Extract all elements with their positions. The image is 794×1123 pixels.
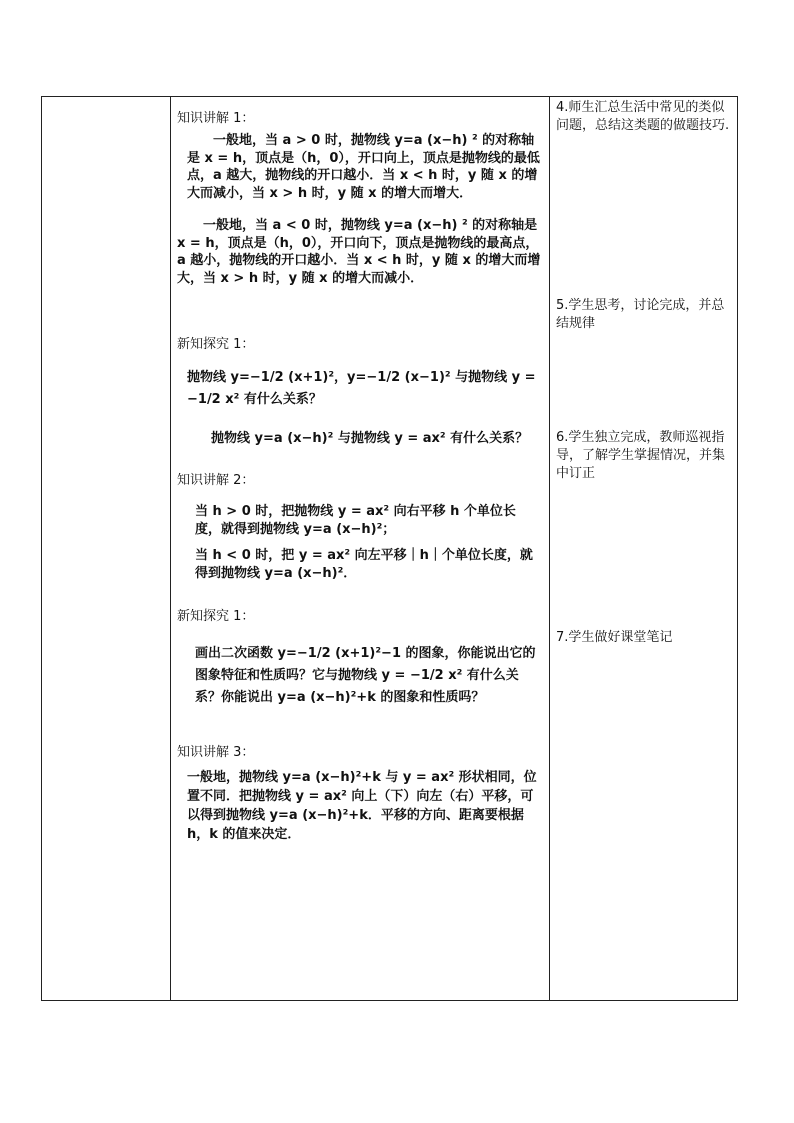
- p4-text: 当 h < 0 时，把 y = ax² 向左平移｜h｜个单位长度，就得到抛物线 y=a (x−h)²．: [195, 548, 533, 581]
- knowledge-3-paragraph: [187, 768, 541, 844]
- student-activity-column: [550, 97, 737, 1000]
- lesson-table: [41, 96, 738, 1001]
- knowledge-2-paragraph-2: [195, 547, 541, 583]
- p1-text: 一般地，当 a > 0 时，抛物线 y=a (x−h) ² 的对称轴是 x = h，顶点是（h，0），开口向上，顶点是抛物线的最低点，a 越大，抛物线的开口越小．当 x < h 时，y 随 x 的增大而减小，当 x > h 时，y 随 x 的增大而增大．: [187, 133, 540, 201]
- knowledge-1-paragraph-2: [177, 217, 541, 287]
- section-heading-explore-1b: 新知探究 1：: [177, 609, 255, 624]
- q1-text: 抛物线 y=−1/2 (x+1)²，y=−1/2 (x−1)² 与抛物线 y = −1/2 x² 有什么关系？: [187, 370, 536, 407]
- p5-text: 一般地，抛物线 y=a (x−h)²+k 与 y = ax² 形状相同，位置不同．把抛物线 y = ax² 向上（下）向左（右）平移，可以得到抛物线 y=a (x−h)²+k．平移的方向、距离要根据 h，k 的值来决定．: [187, 770, 537, 842]
- knowledge-2-paragraph-1: [195, 503, 541, 539]
- section-heading-explore-1: 新知探究 1：: [177, 337, 255, 352]
- q2-text: 抛物线 y=a (x−h)² 与抛物线 y = ax² 有什么关系？: [211, 431, 529, 446]
- explore-1b-question: [195, 643, 541, 709]
- explore-1-question-2: [211, 430, 541, 448]
- knowledge-1-paragraph-1: [187, 132, 541, 202]
- activity-note-4: 4.师生汇总生活中常见的类似问题，总结这类题的做题技巧.: [556, 100, 730, 133]
- q3-text: 画出二次函数 y=−1/2 (x+1)²−1 的图象，你能说出它的图象特征和性质吗？它与抛物线 y = −1/2 x² 有什么关系？你能说出 y=a (x−h)²+k 的图象和性质吗？: [195, 646, 536, 705]
- explore-1-question-1: [187, 367, 541, 411]
- p3-text: 当 h > 0 时，把抛物线 y = ax² 向右平移 h 个单位长度，就得到抛物线 y=a (x−h)²；: [195, 504, 516, 537]
- p2-text: 一般地，当 a < 0 时，抛物线 y=a (x−h) ² 的对称轴是 x = h，顶点是（h，0），开口向下，顶点是抛物线的最高点，a 越小，抛物线的开口越小．当 x < h 时，y 随 x 的增大而增大，当 x > h 时，y 随 x 的增大而减小．: [177, 218, 541, 286]
- activity-note-5: 5.学生思考，讨论完成，并总结规律: [556, 298, 725, 331]
- section-heading-knowledge-2: 知识讲解 2：: [177, 473, 255, 488]
- activity-note-7: 7.学生做好课堂笔记: [556, 630, 673, 645]
- section-heading-knowledge-1: 知识讲解 1：: [177, 111, 255, 126]
- section-heading-knowledge-3: 知识讲解 3：: [177, 745, 255, 760]
- activity-note-6: 6.学生独立完成，教师巡视指导，了解学生掌握情况，并集中订正: [556, 430, 726, 481]
- teaching-content-column: [171, 97, 549, 1000]
